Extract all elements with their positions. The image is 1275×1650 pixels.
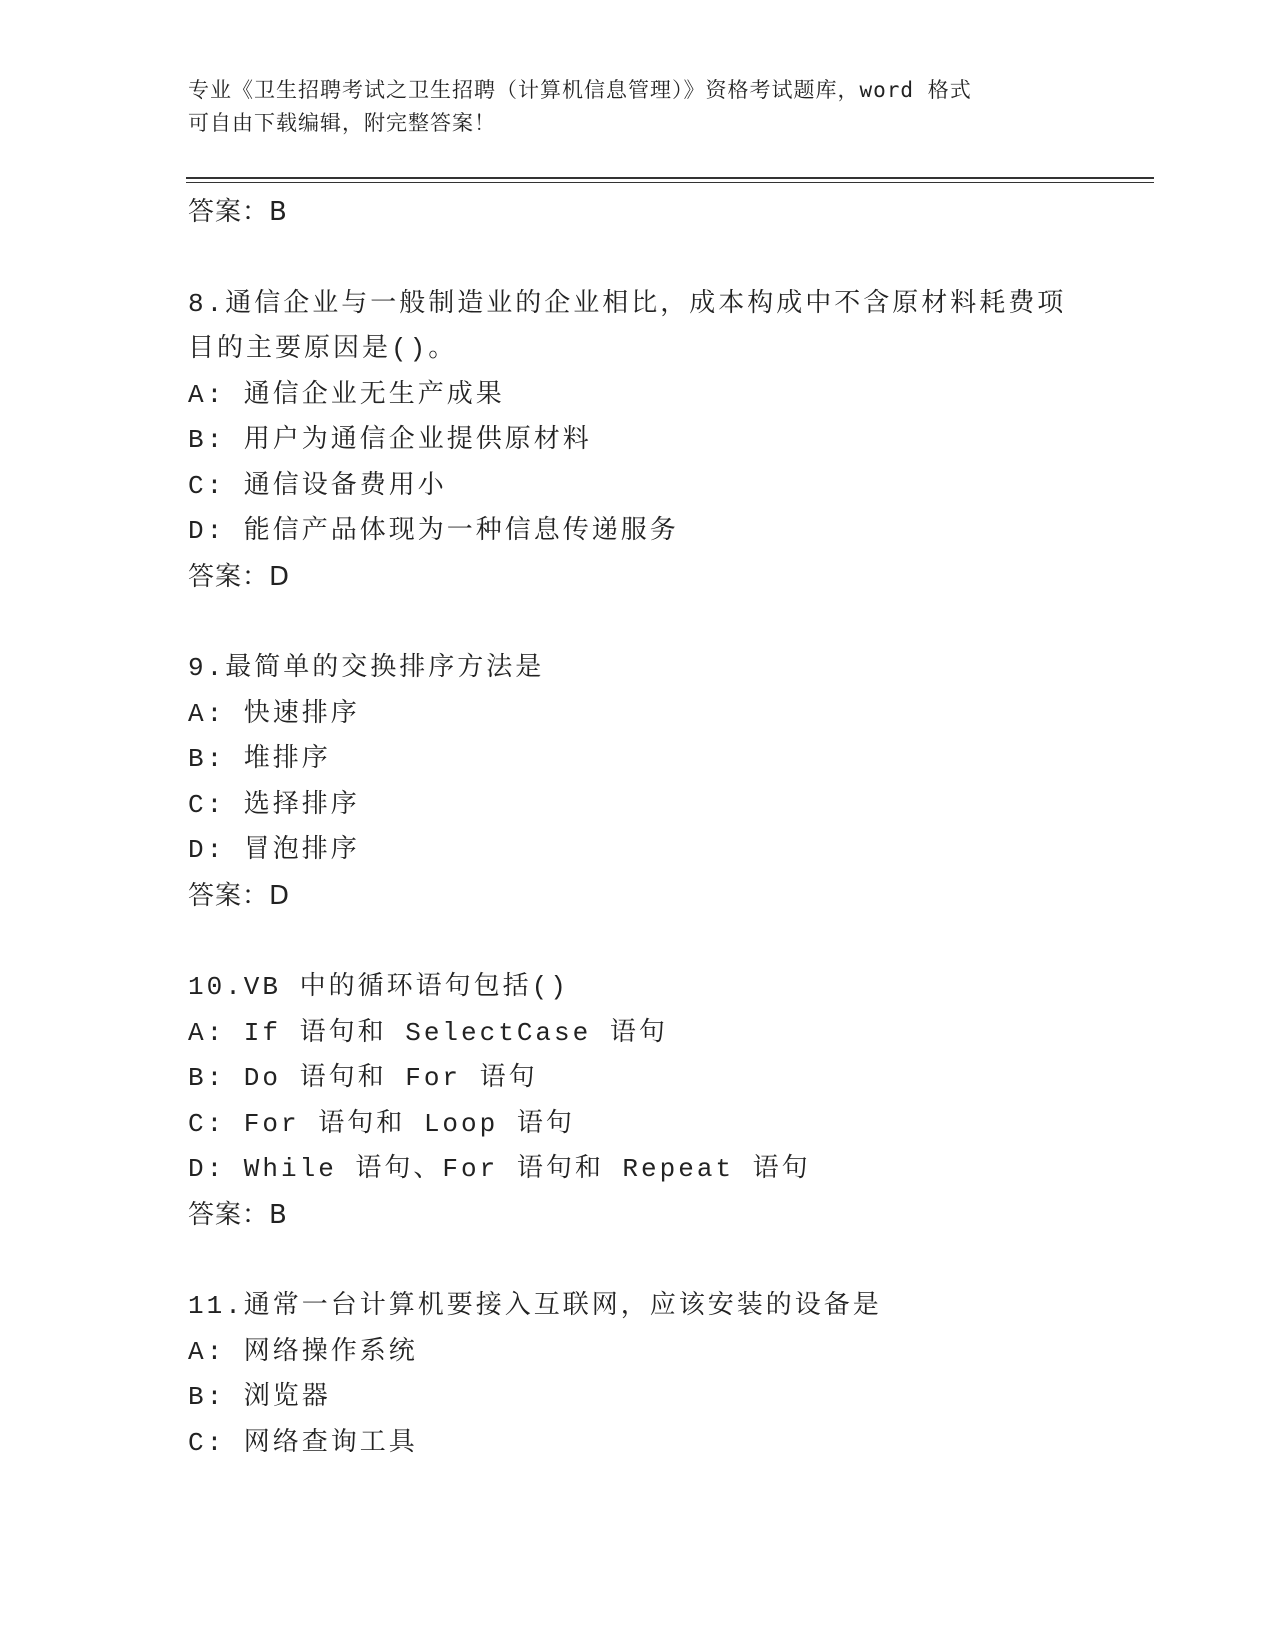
header-divider (186, 177, 1154, 183)
question-9 (188, 646, 1128, 919)
question-8 (188, 282, 1128, 601)
question-stem: 10.VB 中的循环语句包括() (188, 972, 569, 1002)
header-line-1: 专业《卫生招聘考试之卫生招聘（计算机信息管理）》资格考试题库，word 格式 (188, 78, 972, 102)
option-d: D: 冒泡排序 (188, 835, 360, 865)
option-b: B: Do 语句和 For 语句 (188, 1063, 538, 1093)
question-stem-continued: 目的主要原因是()。 (188, 334, 458, 364)
answer-line: 答案：B (188, 197, 288, 227)
question-10 (188, 965, 1128, 1238)
question-stem: 9.最简单的交换排序方法是 (188, 653, 545, 683)
question-list (188, 190, 1128, 1466)
option-b: B: 浏览器 (188, 1382, 331, 1412)
spacer (188, 1238, 1128, 1284)
question-stem: 11.通常一台计算机要接入互联网，应该安装的设备是 (188, 1291, 882, 1321)
document-header (188, 74, 1068, 140)
option-d: D: While 语句、For 语句和 Repeat 语句 (188, 1154, 811, 1184)
question-11 (188, 1284, 1128, 1466)
option-a: A: 通信企业无生产成果 (188, 379, 505, 410)
option-c: C: For 语句和 Loop 语句 (188, 1108, 575, 1139)
option-a: A: 网络操作系统 (188, 1336, 418, 1367)
option-a: A: 快速排序 (188, 698, 360, 729)
answer-line: 答案：B (188, 1199, 288, 1230)
spacer (188, 236, 1128, 282)
answer-line: 答案：D (188, 561, 291, 592)
option-c: C: 通信设备费用小 (188, 470, 447, 501)
option-b: B: 堆排序 (188, 744, 331, 774)
header-line-2: 可自由下载编辑，附完整答案！ (188, 111, 496, 135)
option-a: A: If 语句和 SelectCase 语句 (188, 1017, 668, 1048)
answer-line: 答案：D (188, 880, 291, 911)
option-b: B: 用户为通信企业提供原材料 (188, 425, 592, 455)
spacer (188, 919, 1128, 965)
question-stem: 8.通信企业与一般制造业的企业相比，成本构成中不含原材料耗费项 (188, 288, 1067, 319)
option-c: C: 网络查询工具 (188, 1427, 418, 1458)
option-c: C: 选择排序 (188, 789, 360, 820)
option-d: D: 能信产品体现为一种信息传递服务 (188, 516, 679, 546)
spacer (188, 600, 1128, 646)
